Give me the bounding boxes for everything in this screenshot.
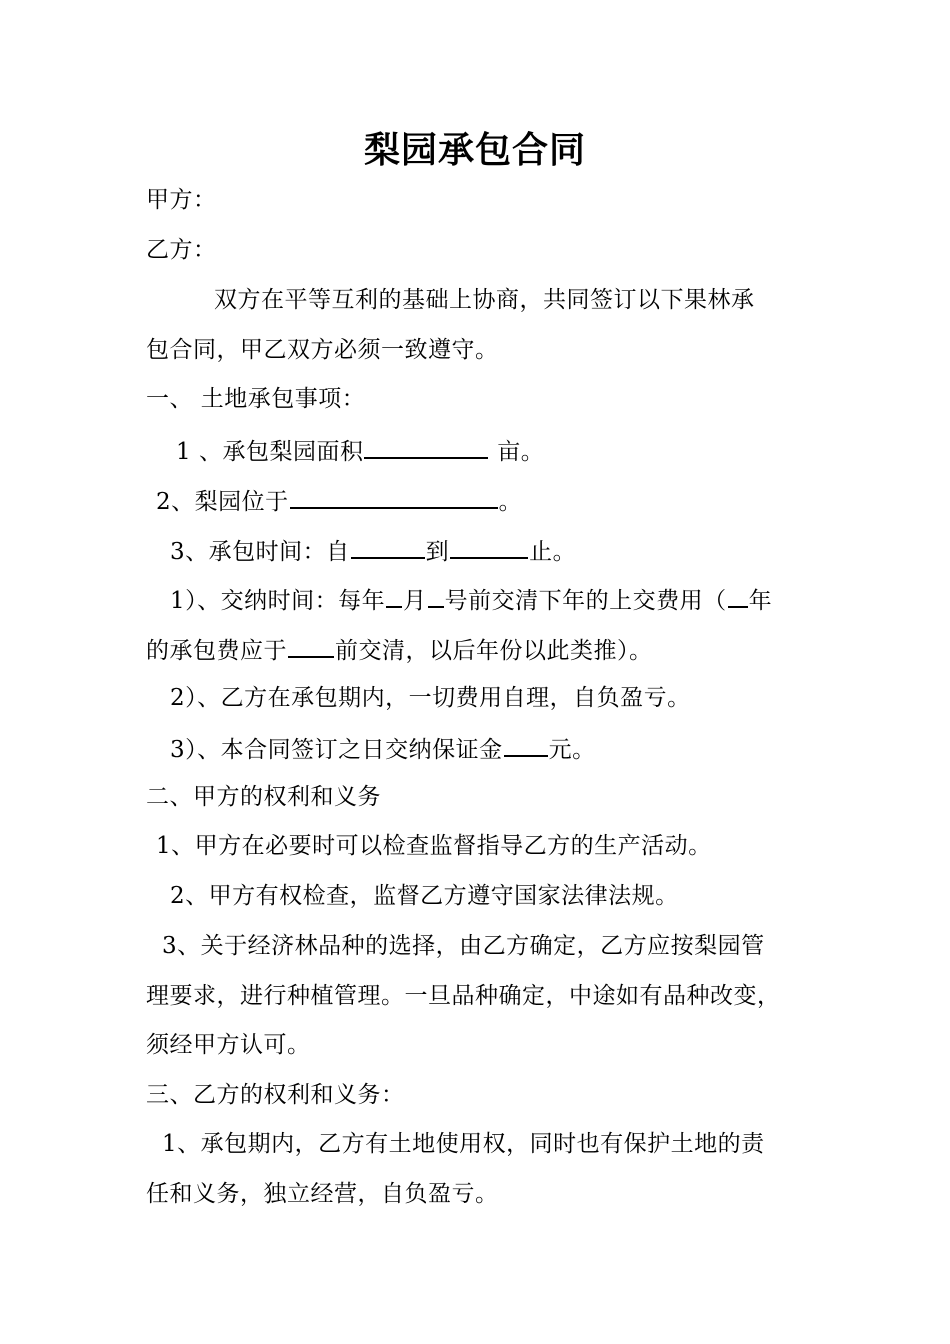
item-text: 止。 [529, 539, 577, 565]
item-text: 1 、承包梨园面积 [176, 439, 364, 465]
fill-blank-end-date [450, 533, 528, 559]
fill-blank-deadline [288, 632, 334, 658]
item-text: 年 [748, 588, 773, 614]
party-b-label: 乙方： [146, 237, 217, 263]
section-3-heading: 三、乙方的权利和义务： [146, 1082, 405, 1108]
section-1-sub-1-line-2 [146, 632, 653, 667]
item-text: 亩。 [489, 439, 545, 465]
item-text: 。 [498, 489, 523, 515]
fill-blank-start-date [351, 533, 425, 559]
section-1-sub-3 [170, 731, 596, 766]
section-1-item-2 [156, 483, 522, 518]
item-text: 号前交清下年的上交费用（ [444, 588, 727, 614]
fill-blank-location [290, 483, 498, 509]
section-2-item-1: 1、甲方在必要时可以检查监督指导乙方的生产活动。 [156, 833, 712, 859]
section-2-item-3-line-3: 须经甲方认可。 [146, 1032, 311, 1058]
section-2-item-3-line-1: 3、关于经济林品种的选择，由乙方确定，乙方应按梨园管 [162, 933, 765, 959]
section-1-item-1 [176, 433, 544, 468]
document-title: 梨园承包合同 [363, 129, 586, 171]
fill-blank-month [386, 582, 402, 608]
item-text: 1）、交纳时间：每年 [170, 588, 386, 614]
fill-blank-day [428, 582, 444, 608]
fill-blank-area [364, 433, 488, 459]
section-3-item-1-line-1: 1、承包期内，乙方有土地使用权，同时也有保护土地的责 [162, 1131, 765, 1157]
section-3-item-1-line-2: 任和义务，独立经营，自负盈亏。 [146, 1181, 499, 1207]
intro-line-2: 包合同，甲乙双方必须一致遵守。 [146, 337, 499, 363]
item-text: 元。 [548, 737, 596, 763]
item-text: 3、承包时间：自 [170, 539, 350, 565]
item-text: 3）、本合同签订之日交纳保证金 [170, 737, 503, 763]
item-text: 月 [403, 588, 427, 614]
fill-blank-year [728, 582, 748, 608]
item-text: 到 [425, 539, 450, 565]
section-1-heading: 一、 土地承包事项： [146, 386, 366, 412]
party-a-label: 甲方： [146, 187, 217, 213]
section-1-sub-1-line-1 [170, 582, 772, 617]
section-2-item-2: 2、甲方有权检查，监督乙方遵守国家法律法规。 [170, 883, 679, 909]
fill-blank-deposit [504, 731, 548, 757]
section-2-heading: 二、甲方的权利和义务 [146, 784, 381, 810]
item-text: 2、梨园位于 [156, 489, 289, 515]
section-2-item-3-line-2: 理要求，进行种植管理。一旦品种确定，中途如有品种改变， [146, 983, 781, 1009]
intro-line-1: 双方在平等互利的基础上协商，共同签订以下果林承 [214, 287, 755, 313]
item-text: 前交清，以后年份以此类推）。 [335, 638, 653, 664]
section-1-item-3 [170, 533, 576, 568]
section-1-sub-2: 2）、乙方在承包期内，一切费用自理，自负盈亏。 [170, 685, 691, 711]
item-text: 的承包费应于 [146, 638, 287, 664]
